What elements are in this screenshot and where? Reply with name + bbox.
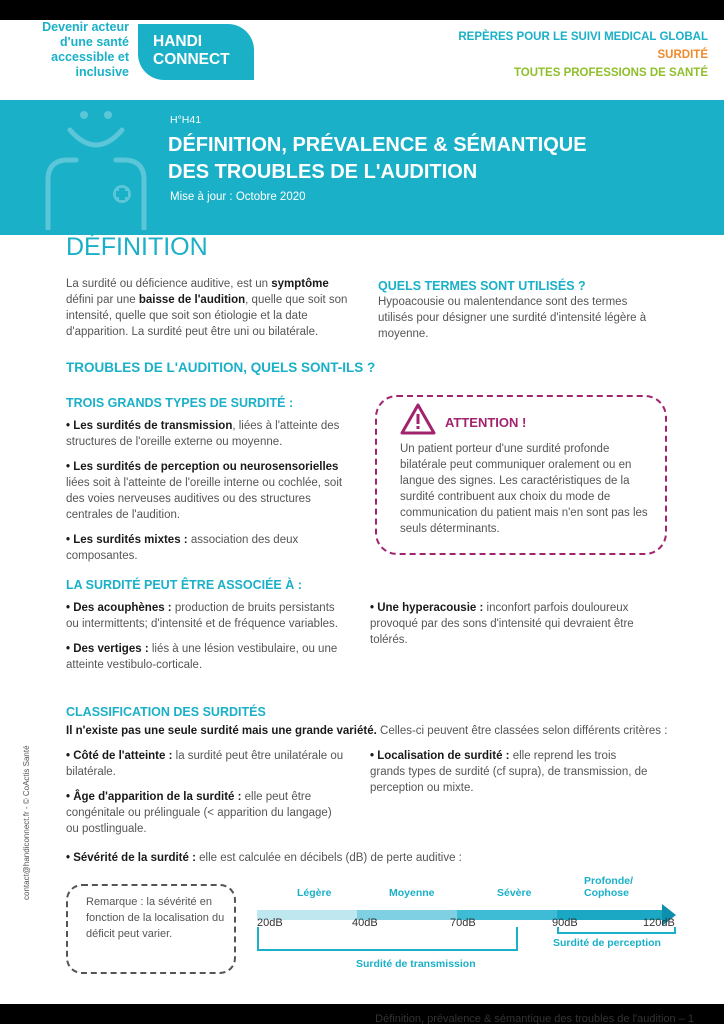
types-heading: TROIS GRANDS TYPES DE SURDITÉ : [66,396,294,410]
footer-title: Définition, prévalence & sémantique des troubles de l'audition – 1 [375,1013,694,1024]
associated-heading: LA SURDITÉ PEUT ÊTRE ASSOCIÉE À : [66,578,302,592]
list-item: • Des acouphènes : production de bruits persistants ou intermittents; d'intensité et de fréquence variables. [66,602,338,630]
hyperacousie-item: • Une hyperacousie : inconfort parfois douloureux provoqué par des sons d'intensité qui devraient être tolérés. [370,602,634,646]
localisation-item: • Localisation de surdité : elle reprend les trois grands types de surdité (cf supra), de transmission, de perception ou mixte. [370,750,648,794]
classification-list [66,748,346,846]
tick-70: 70dB [450,917,476,929]
tick-90: 90dB [552,917,578,929]
types-list [66,418,346,573]
list-item: • Les surdités de transmission, liées à l'atteinte des structures de l'oreille externe ou moyenne. [66,420,340,448]
severite-item: • Sévérité de la surdité : elle est calculée en décibels (dB) de perte auditive : [66,852,462,864]
terms-text: Hypoacousie ou malentendance sont des termes utilisés pour désigner une surdité d'intensité légère à moyenne. [378,296,647,340]
level-legere: Légère [297,887,332,899]
list-item: • Les surdités mixtes : association des deux composantes. [66,534,299,562]
terms-heading: QUELS TERMES SONT UTILISÉS ? [378,279,586,293]
link-professions[interactable]: TOUTES PROFESSIONS DE SANTÉ [513,67,708,79]
tagline: Devenir acteur d'une santé accessible et inclusive [42,20,129,79]
document-ref: H°H41 [170,114,202,126]
list-item: • Des vertiges : liés à une lésion vestibulaire, ou une atteinte vestibulo-corticale. [66,643,338,671]
update-date: Mise à jour : Octobre 2020 [170,191,306,203]
logo-line1: HANDI [153,33,203,50]
title-line1: DÉFINITION, PRÉVALENCE & SÉMANTIQUE [168,134,587,156]
list-item: • Les surdités de perception ou neurosensorielles liées soit à l'atteinte de l'oreille interne ou cochlée, soit des voies nerveuses auditives ou des structures centrales de l'audition. [66,461,343,521]
attention-text: Un patient porteur d'une surdité profonde bilatérale peut communiquer oralement ou en langue des signes. Les caractéristiques de la surdité contribuent aux choix du mode de communication du patient mais n'en sont pas les seuls déterminants. [400,443,648,535]
transmission-label: Surdité de transmission [356,958,476,970]
definition-heading: DÉFINITION [66,233,208,261]
tick-20: 20dB [257,917,283,929]
troubles-heading: TROUBLES DE L'AUDITION, QUELS SONT-ILS ? [66,360,376,375]
level-profonde: Profonde/ Cophose [584,875,633,899]
side-contact: contact@handiconnect.fr - © CoActis Santé [22,745,31,900]
tick-40: 40dB [352,917,378,929]
logo-line2: CONNECT [153,51,230,68]
definition-text: La surdité ou déficience auditive, est un symptôme défini par une baisse de l'audition, quelle que soit son intensité, quelle que soit son étiologie et la date d'apparition. La surdité peut être uni ou bilatérale. [66,278,348,338]
classification-intro: Il n'existe pas une seule surdité mais une grande variété. Celles-ci peuvent être classées selon différents critères : [66,725,668,737]
perception-label: Surdité de perception [553,937,661,949]
warning-icon [400,403,436,435]
level-severe: Sévère [497,887,532,899]
tick-120: 120dB [643,917,675,929]
page [0,20,724,1024]
level-moyenne: Moyenne [389,887,435,899]
link-surdite[interactable]: SURDITÉ [657,49,708,61]
remark-box: Remarque : la sévérité en fonction de la localisation du déficit peut varier. [66,884,236,974]
classification-heading: CLASSIFICATION DES SURDITÉS [66,705,266,719]
handiconnect-logo[interactable] [138,24,254,80]
doctor-icon [40,110,150,230]
document-title [168,132,587,186]
top-links [458,28,708,82]
attention-title: ATTENTION ! [445,415,527,430]
link-reperes[interactable]: REPÈRES POUR LE SUIVI MEDICAL GLOBAL [458,31,708,43]
list-item: • Côté de l'atteinte : la surdité peut être unilatérale ou bilatérale. [66,750,344,778]
title-line2: DES TROUBLES DE L'AUDITION [168,161,478,183]
associated-list [66,600,346,682]
list-item: • Âge d'apparition de la surdité : elle peut être congénitale ou prélinguale (< apparition du langage) ou postlinguale. [66,791,332,835]
